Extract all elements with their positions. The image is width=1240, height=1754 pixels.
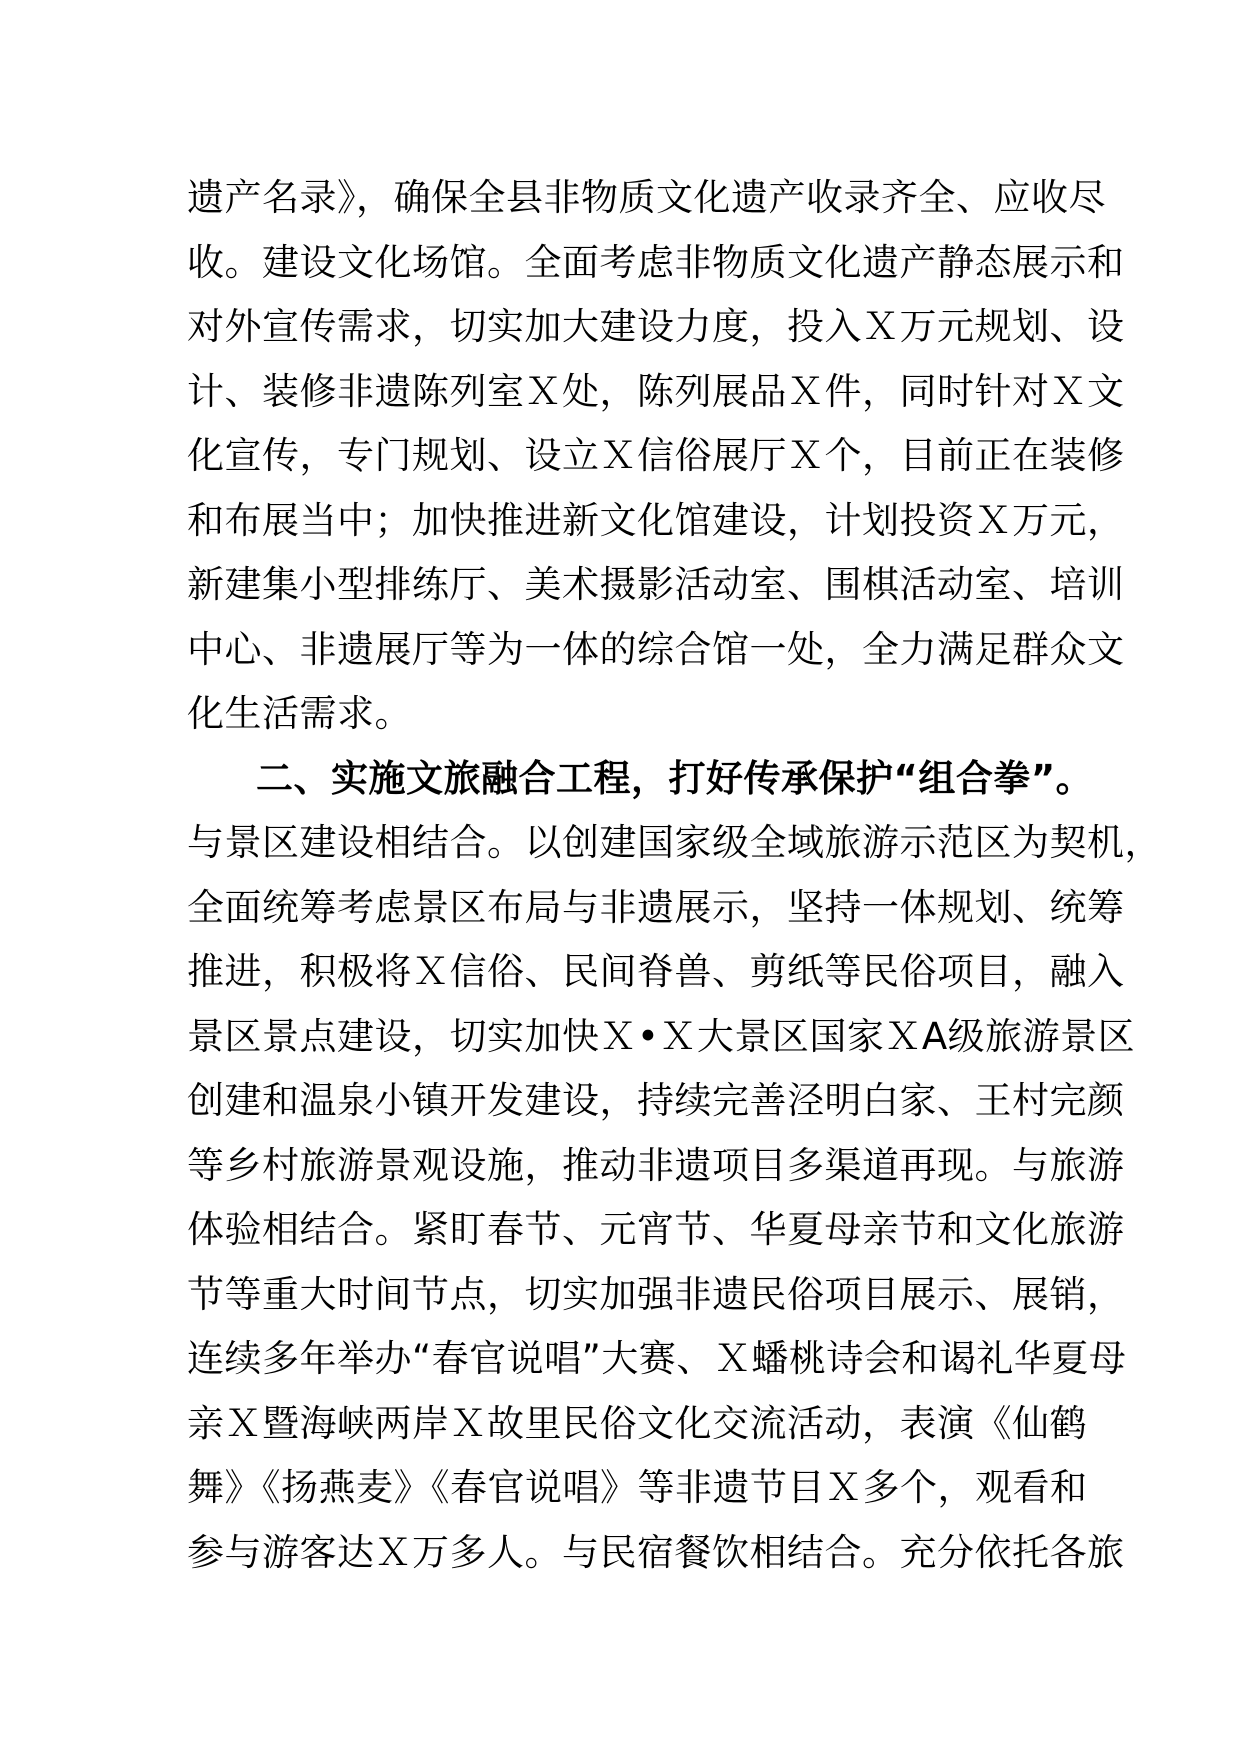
text-line: 遗产名录》，确保全县非物质文化遗产收录齐全、应收尽 [187, 176, 1106, 219]
text-line: 全面统筹考虑景区布局与非遗展示，坚持一体规划、统筹 [187, 885, 1125, 929]
text-line: 创建和温泉小镇开发建设，持续完善泾明白家、王村完颜 [187, 1079, 1125, 1122]
body-text [187, 166, 1162, 1585]
text-line: 与景区建设相结合。以创建国家级全域旅游示范区为契机， [187, 821, 1162, 864]
text-line: 舞》《扬燕麦》《春官说唱》等非遗节目Ｘ多个，观看和 [187, 1466, 1088, 1509]
text-line: 计、装修非遗陈列室Ｘ处，陈列展品Ｘ件，同时针对Ｘ文 [187, 369, 1125, 413]
text-line: 连续多年举办“春官说唱”大赛、Ｘ蟠桃诗会和谒礼华夏母 [187, 1337, 1127, 1380]
text-line: 体验相结合。紧盯春节、元宵节、华夏母亲节和文化旅游 [187, 1208, 1125, 1251]
text-line: 参与游客达Ｘ万多人。与民宿餐饮相结合。充分依托各旅 [187, 1530, 1125, 1574]
text-line: 收。建设文化场馆。全面考虑非物质文化遗产静态展示和 [187, 240, 1125, 284]
text-line: 等乡村旅游景观设施，推动非遗项目多渠道再现。与旅游 [187, 1143, 1125, 1187]
text-line: 化生活需求。 [187, 692, 412, 735]
text-line: 亲Ｘ暨海峡两岸Ｘ故里民俗文化交流活动，表演《仙鹤 [187, 1401, 1087, 1445]
text-line: 新建集小型排练厅、美术摄影活动室、围棋活动室、培训 [187, 563, 1125, 606]
text-line: 节等重大时间节点，切实加强非遗民俗项目展示、展销， [187, 1272, 1125, 1316]
text-line: 对外宣传需求，切实加大建设力度，投入Ｘ万元规划、设 [187, 305, 1125, 348]
section-heading: 二、实施文旅融合工程，打好传承保护“组合拳”。 [256, 756, 1094, 800]
text-line: 景区景点建设，切实加快Ｘ•Ｘ大景区国家ＸA级旅游景区 [187, 1014, 1136, 1058]
text-line: 推进，积极将Ｘ信俗、民间脊兽、剪纸等民俗项目，融入 [187, 950, 1125, 993]
text-line: 和布展当中；加快推进新文化馆建设，计划投资Ｘ万元， [187, 498, 1125, 542]
text-line: 化宣传，专门规划、设立Ｘ信俗展厅Ｘ个，目前正在装修 [187, 434, 1125, 477]
text-line: 中心、非遗展厅等为一体的综合馆一处，全力满足群众文 [187, 627, 1125, 671]
